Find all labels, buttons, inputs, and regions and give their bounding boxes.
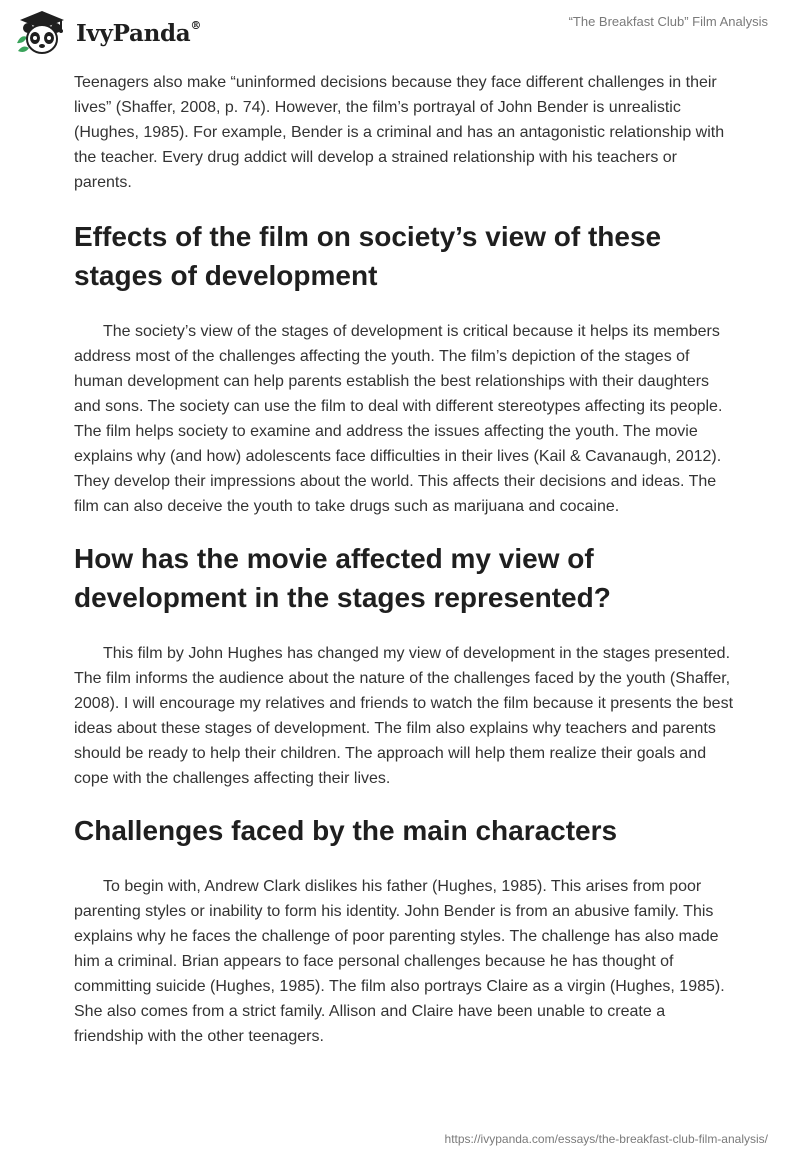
panda-graduate-logo-icon — [14, 9, 70, 57]
section-heading: Challenges faced by the main characters — [74, 815, 618, 846]
brand-name: IvyPanda® — [76, 18, 202, 47]
section-paragraph: To begin with, Andrew Clark dislikes his father (Hughes, 1985). This arises from poor parenting styles or inability to form his identity. John Bender is from an abusive family. This explains why he faces the challenge of poor parenting styles. The challenge has also made him a criminal. Brian appears to face personal challenges because he has thought of committing suicide (Hughes, 1985). The film also portrays Claire as a virgin (Hughes, 1985). She also comes from a strict family. Allison and Claire have been unable to create a friendship with the other teenagers. — [74, 878, 725, 1045]
section-paragraph: This film by John Hughes has changed my view of development in the stages presented. The film informs the audience about the nature of the challenges faced by the youth (Shaffer, 2008). I will encourage my relatives and friends to watch the film because it presents the best ideas about these stages of development. The film also explains why teachers and parents should be ready to help their children. The approach will help them realize their goals and cope with the challenges affecting their lives. — [74, 645, 734, 787]
footer-source-url[interactable]: https://ivypanda.com/essays/the-breakfast-club-film-analysis/ — [444, 1132, 768, 1146]
section-heading: How has the movie affected my view of development in the stages represented? — [74, 543, 611, 613]
section-heading: Effects of the film on society’s view of these stages of development — [74, 221, 662, 291]
document-title: “The Breakfast Club” Film Analysis — [568, 14, 768, 29]
intro-paragraph: Teenagers also make “uninformed decisions because they face different challenges in their lives” (Shaffer, 2008, p. 74). However, the film’s portrayal of John Bender is unrealistic (Hughes, 1985). For example, Bender is a criminal and has an antagonistic relationship with the teacher. Every drug addict will develop a strained relationship with his teachers or parents. — [74, 74, 725, 191]
page-header — [0, 0, 800, 64]
essay-body — [74, 70, 734, 1049]
section-paragraph: The society’s view of the stages of development is critical because it helps its members address most of the challenges affecting the youth. The film’s depiction of the stages of human development can help parents establish the best relationships with their daughters and sons. The society can use the film to deal with different stereotypes affecting its people. The film helps society to examine and address the issues affecting the youth. The movie explains why (and how) adolescents face difficulties in their lives (Kail & Cavanaugh, 2012). They develop their impressions about the world. This affects their decisions and ideas. The film can also deceive the youth to take drugs such as marijuana and cocaine. — [74, 323, 723, 515]
brand-logo[interactable] — [14, 9, 201, 57]
